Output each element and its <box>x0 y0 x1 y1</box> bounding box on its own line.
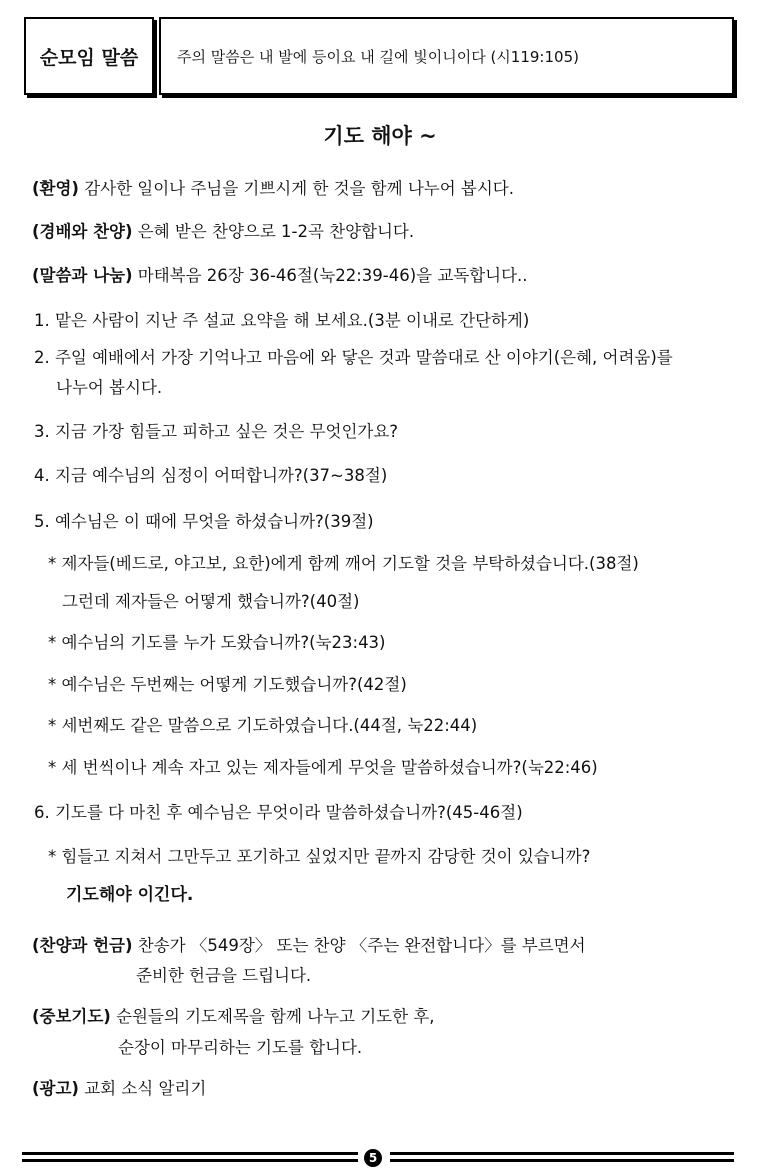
question-5-sub-1: * 제자들(베드로, 야고보, 요한)에게 함께 깨어 기도할 것을 부탁하셨습니다.(38절) <box>48 554 639 573</box>
footer-rule-right-bottom <box>390 1159 734 1162</box>
welcome-line <box>32 175 514 199</box>
offering-line <box>32 932 586 956</box>
page-title: 기도 해야 ~ <box>323 124 437 148</box>
footer-rule-right-top <box>390 1152 734 1155</box>
welcome-text: 감사한 일이나 주님을 기쁘시게 한 것을 함께 나누어 봅시다. <box>78 179 514 198</box>
footer-rule-left-bottom <box>22 1159 358 1162</box>
intercession-tag: (중보기도) <box>32 1007 111 1026</box>
question-5-sub-1-cont: 그런데 제자들은 어떻게 했습니까?(40절) <box>62 592 360 611</box>
page-number: 5 <box>364 1149 382 1167</box>
worship-line <box>32 218 414 242</box>
question-2: 2. 주일 예배에서 가장 기억나고 마음에 와 닿은 것과 말씀대로 산 이야기(은혜, 어려움)를 <box>34 348 673 367</box>
word-tag: (말씀과 나눔) <box>32 266 133 285</box>
worship-text: 은혜 받은 찬양으로 1-2곡 찬양합니다. <box>132 222 415 241</box>
word-line <box>32 262 528 286</box>
question-6: 6. 기도를 다 마친 후 예수님은 무엇이라 말씀하셨습니까?(45-46절) <box>34 803 523 822</box>
question-5-sub-3: * 예수님은 두번째는 어떻게 기도했습니까?(42절) <box>48 675 407 694</box>
question-5-sub-2: * 예수님의 기도를 누가 도왔습니까?(눅23:43) <box>48 633 386 652</box>
closing-statement: 기도해야 이긴다. <box>66 885 194 905</box>
question-5-sub-5: * 세 번씩이나 계속 자고 있는 제자들에게 무엇을 말씀하셨습니까?(눅22:46) <box>48 758 598 777</box>
question-5-sub-4: * 세번째도 같은 말씀으로 기도하였습니다.(44절, 눅22:44) <box>48 716 478 735</box>
question-2-cont: 나누어 봅시다. <box>56 378 163 397</box>
offering-text: 찬송가 〈549장〉 또는 찬양 〈주는 완전합니다〉를 부르면서 <box>132 936 586 955</box>
question-5: 5. 예수님은 이 때에 무엇을 하셨습니까?(39절) <box>34 512 374 531</box>
question-4: 4. 지금 예수님의 심정이 어떠합니까?(37~38절) <box>34 466 388 485</box>
offering-tag: (찬양과 헌금) <box>32 936 133 955</box>
header-verse-box <box>159 17 734 95</box>
notice-text: 교회 소식 알리기 <box>78 1079 207 1098</box>
question-1: 1. 맡은 사람이 지난 주 설교 요약을 해 보세요.(3분 이내로 간단하게) <box>34 311 530 330</box>
notice-tag: (광고) <box>32 1079 79 1098</box>
worship-tag: (경배와 찬양) <box>32 222 133 241</box>
page-footer <box>22 1149 734 1167</box>
intercession-text-cont: 순장이 마무리하는 기도를 합니다. <box>118 1038 363 1057</box>
welcome-tag: (환영) <box>32 179 79 198</box>
header-label: 순모임 말씀 <box>39 46 139 69</box>
question-3: 3. 지금 가장 힘들고 피하고 싶은 것은 무엇인가요? <box>34 422 399 441</box>
intercession-text: 순원들의 기도제목을 함께 나누고 기도한 후, <box>110 1007 435 1026</box>
header-label-box <box>24 17 154 95</box>
notice-line <box>32 1075 206 1099</box>
header-verse: 주의 말씀은 내 발에 등이요 내 길에 빛이니이다 (시119:105) <box>177 47 579 66</box>
question-6-sub-1: * 힘들고 지쳐서 그만두고 포기하고 싶었지만 끝까지 감당한 것이 있습니까? <box>48 847 591 866</box>
footer-rule-left-top <box>22 1152 358 1155</box>
word-text: 마태복음 26장 36-46절(눅22:39-46)을 교독합니다.. <box>132 266 528 285</box>
offering-text-cont: 준비한 헌금을 드립니다. <box>136 966 312 985</box>
intercession-line <box>32 1003 434 1027</box>
